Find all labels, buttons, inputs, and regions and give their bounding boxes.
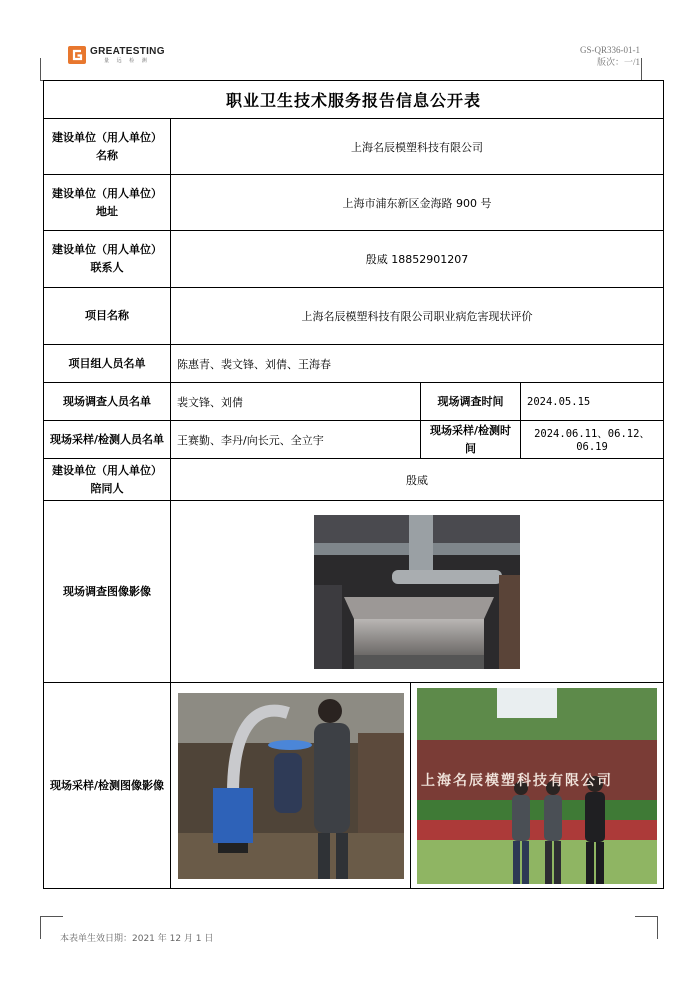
unit-contact-value: 殷威 18852901207 xyxy=(171,231,664,288)
escort-label: 建设单位（用人单位）陪同人 xyxy=(44,459,171,501)
doc-code: GS-QR336-01-1 xyxy=(580,45,640,55)
sampling-photo-right-frame xyxy=(411,683,663,888)
sampling-time-label: 现场采样/检测时间 xyxy=(421,421,521,459)
table-row xyxy=(44,288,664,345)
logo-mark-icon xyxy=(68,46,86,64)
project-team-value: 陈惠青、裴文锋、刘倩、王海春 xyxy=(171,345,664,383)
table-row xyxy=(44,683,664,889)
corner-mark-top-right xyxy=(619,58,642,81)
company-logo xyxy=(68,44,165,66)
survey-images-cell xyxy=(171,501,664,683)
sampling-images-label: 现场采样/检测图像影像 xyxy=(44,683,171,889)
survey-staff-label: 现场调查人员名单 xyxy=(44,383,171,421)
unit-name-label: 建设单位（用人单位）名称 xyxy=(44,119,171,175)
company-sign-text: 上海名辰模塑科技有限公司 xyxy=(421,772,613,789)
unit-name-value: 上海名辰模塑科技有限公司 xyxy=(171,119,664,175)
footer-effective-date: 本表单生效日期：2021 年 12 月 1 日 xyxy=(60,934,214,944)
table-title-row xyxy=(44,81,664,119)
table-row xyxy=(44,231,664,288)
unit-address-value: 上海市浦东新区金海路 900 号 xyxy=(171,175,664,231)
sampling-staff-value: 王赛勤、李丹/向长元、全立宇 xyxy=(171,421,421,459)
sampling-staff-label: 现场采样/检测人员名单 xyxy=(44,421,171,459)
unit-contact-label: 建设单位（用人单位）联系人 xyxy=(44,231,171,288)
unit-address-label: 建设单位（用人单位）地址 xyxy=(44,175,171,231)
corner-mark-top-left xyxy=(40,58,63,81)
table-row xyxy=(44,501,664,683)
doc-version: 版次：一/1 xyxy=(596,57,640,67)
table-title: 职业卫生技术服务报告信息公开表 xyxy=(44,81,664,119)
survey-time-value: 2024.05.15 xyxy=(521,383,664,421)
survey-photo-fume-hood xyxy=(314,515,520,669)
survey-images-label: 现场调查图像影像 xyxy=(44,501,171,683)
sampling-time-value: 2024.06.11、06.12、06.19 xyxy=(521,421,664,459)
logo-name: GREATESTING xyxy=(90,45,165,57)
corner-mark-bottom-right xyxy=(635,916,658,939)
project-team-label: 项目组人员名单 xyxy=(44,345,171,383)
sampling-photo-team-sign xyxy=(417,688,657,884)
table-row xyxy=(44,383,664,421)
project-name-value: 上海名辰模塑科技有限公司职业病危害现状评价 xyxy=(171,288,664,345)
survey-time-label: 现场调查时间 xyxy=(421,383,521,421)
table-row xyxy=(44,421,664,459)
info-disclosure-table xyxy=(43,80,664,889)
escort-value: 殷威 xyxy=(171,459,664,501)
sampling-photo-left-frame xyxy=(171,683,411,888)
project-name-label: 项目名称 xyxy=(44,288,171,345)
table-row xyxy=(44,119,664,175)
logo-subtitle: 量 远 检 测 xyxy=(104,57,150,64)
survey-staff-value: 裴文锋、刘倩 xyxy=(171,383,421,421)
table-row xyxy=(44,175,664,231)
table-row xyxy=(44,459,664,501)
sampling-images-cell xyxy=(171,683,664,889)
table-row xyxy=(44,345,664,383)
sampling-photo-workshop xyxy=(178,693,404,879)
